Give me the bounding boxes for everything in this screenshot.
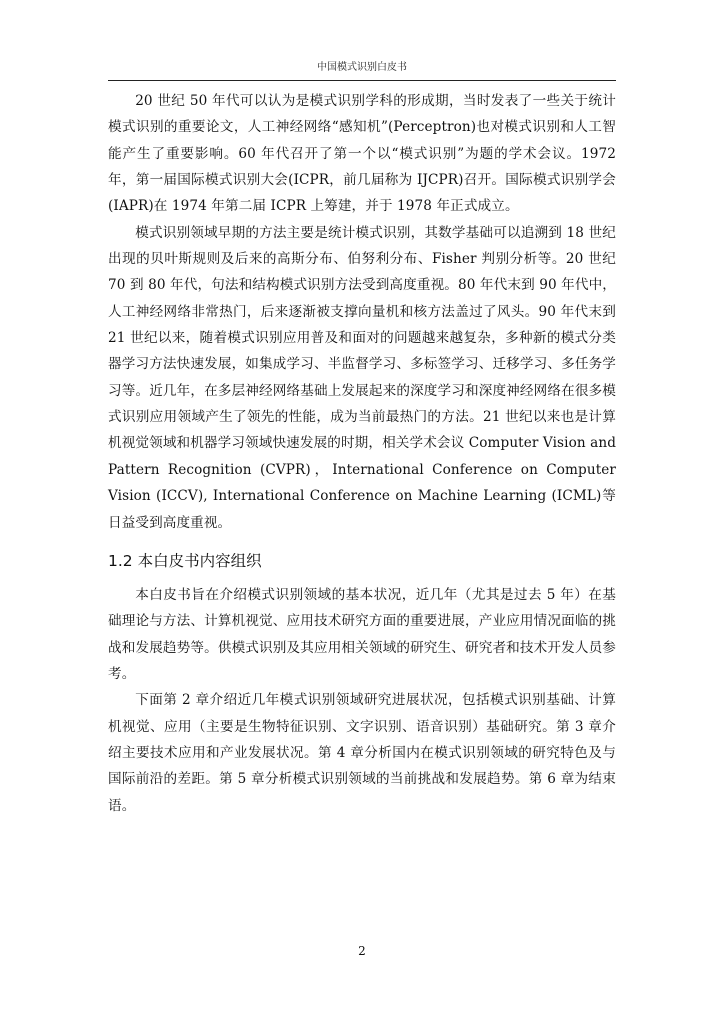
header-divider — [108, 80, 616, 81]
paragraph-chapter-outline: 下面第 2 章介绍近几年模式识别领域研究进展状况，包括模式识别基础、计算机视觉、应用（主要是生物特征识别、文字识别、语音识别）基础研究。第 3 章介绍主要技术应用和产业发展状况。第 4 章分析国内在模式识别领域的研究特色及与国际前沿的差距。第 5 章分析模式识别领域的当前挑战和发展趋势。第 6 章为结束语。 — [108, 692, 616, 814]
page-body — [108, 88, 616, 819]
page-number: 2 — [358, 944, 366, 958]
section-heading-organization: 1.2 本白皮书内容组织 — [108, 551, 262, 570]
paragraph-history-1950s: 20 世纪 50 年代可以认为是模式识别学科的形成期，当时发表了一些关于统计模式识别的重要论文，人工神经网络“感知机”(Perceptron)也对模式识别和人工智能产生了重要影响。60 年代召开了第一个以“模式识别”为题的学术会议。1972 年，第一届国际模式识别大会(ICPR，前几届称为 IJCPR)召开。国际模式识别学会(IAPR)在 1974 年第二届 ICPR 上筹建，并于 1978 年正式成立。 — [108, 93, 616, 215]
paragraph-purpose: 本白皮书旨在介绍模式识别领域的基本状况，近几年（尤其是过去 5 年）在基础理论与方法、计算机视觉、应用技术研究方面的重要进展，产业应用情况面临的挑战和发展趋势等。供模式识别及其应用相关领域的研究生、研究者和技术开发人员参考。 — [108, 586, 616, 682]
running-header: 中国模式识别白皮书 — [317, 62, 407, 73]
paragraph-early-methods: 模式识别领域早期的方法主要是统计模式识别，其数学基础可以追溯到 18 世纪出现的贝叶斯规则及后来的高斯分布、伯努利分布、Fisher 判别分析等。20 世纪 70 到 80 年代，句法和结构模式识别方法受到高度重视。80 年代末到 90 年代中，人工神经网络非常热门，后来逐渐被支撑向量机和核方法盖过了风头。90 年代末到 21 世纪以来，随着模式识别应用普及和面对的问题越来越复杂，多种新的模式分类器学习方法快速发展，如集成学习、半监督学习、多标签学习、迁移学习、多任务学习等。近几年，在多层神经网络基础上发展起来的深度学习和深度神经网络在很多模式识别应用领域产生了领先的性能，成为当前最热门的方法。21 世纪以来也是计算机视觉领域和机器学习领域快速发展的时期，相关学术会议 Computer Vision and Pattern Recognition (CVPR)，International Conference on Computer Vision (ICCV), International Conference on Machine Learning (ICML)等日益受到高度重视。 — [108, 224, 616, 531]
